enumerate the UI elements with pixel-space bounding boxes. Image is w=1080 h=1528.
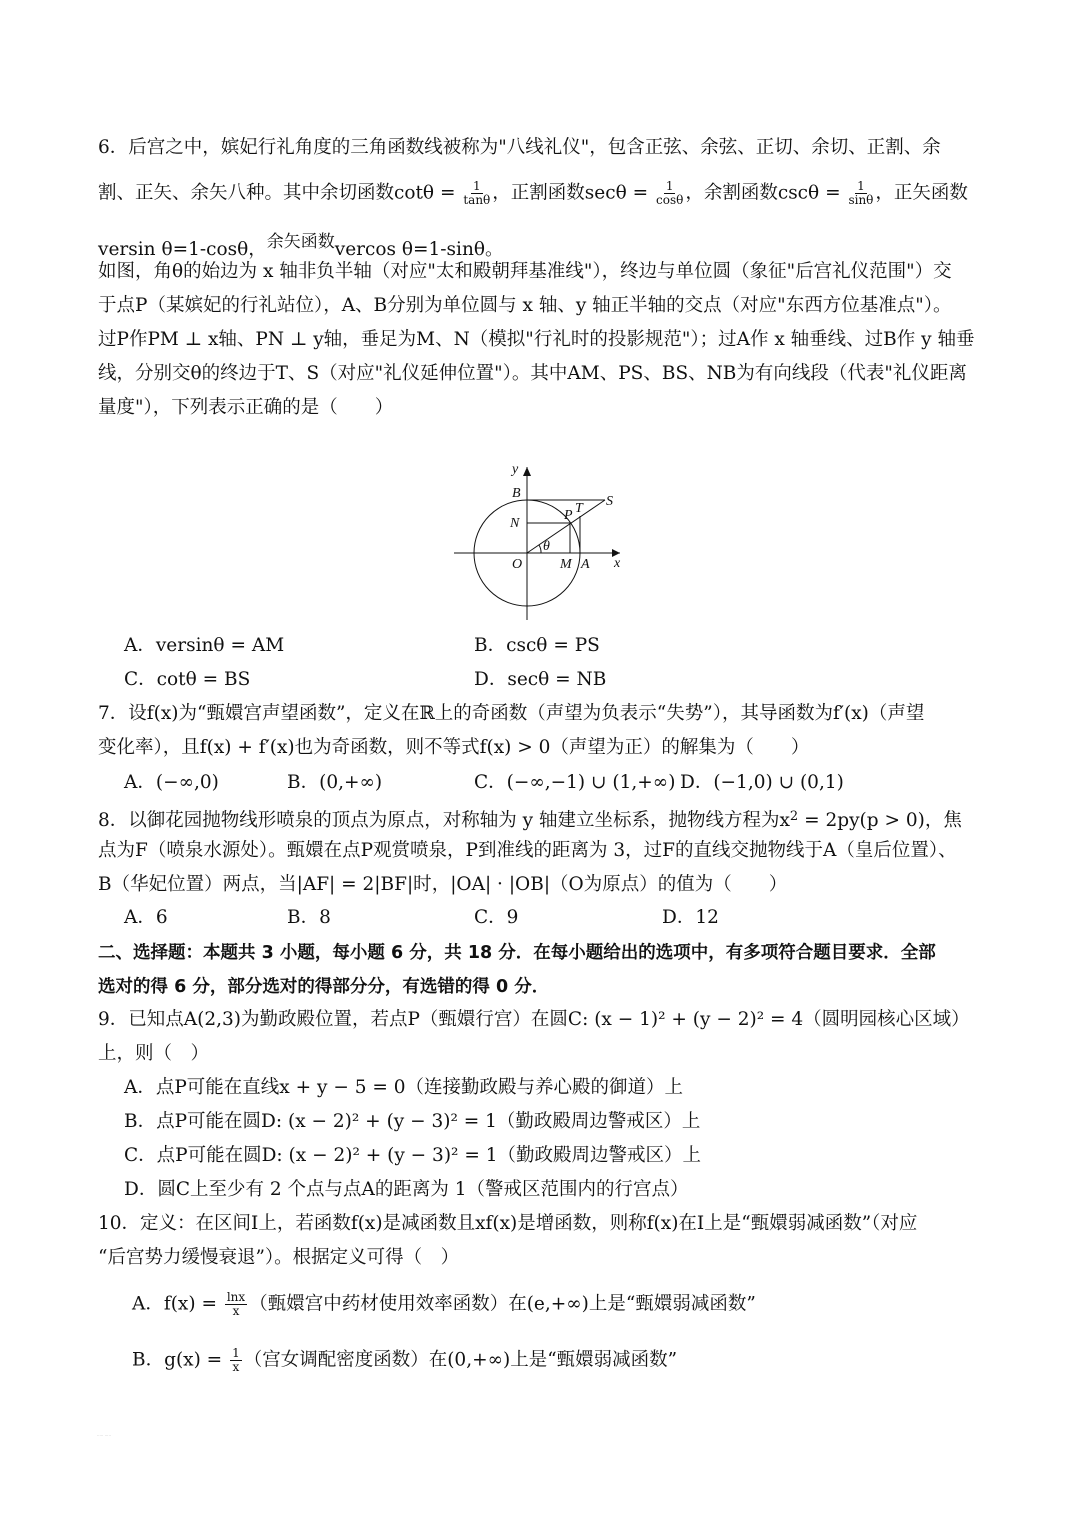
q9-line: 上，则（ ） xyxy=(98,1043,210,1064)
numerator: 1 xyxy=(857,179,865,193)
text: B．g(x) = xyxy=(132,1349,229,1371)
section-line: 二、选择题：本题共 3 小题，每小题 6 分，共 18 分．在每小题给出的选项中，有多项符合题目要求．全部 xyxy=(98,943,936,963)
fraction xyxy=(463,180,490,207)
label-y: y xyxy=(512,462,519,477)
text: ，正矢函数 xyxy=(875,182,968,204)
option-c: C．点P可能在圆D: (x − 2)² + (y − 3)² = 1（勤政殿周边警戒区）上 xyxy=(124,1145,701,1166)
option-b: B．cscθ = PS xyxy=(474,635,600,656)
text: vercos θ=1-sinθ。 xyxy=(334,239,504,260)
q6-line xyxy=(98,180,968,207)
q8-line: B（华妃位置）两点，当|AF| = 2|BF|时，|OA| · |OB|（O为原点）的值为（ ） xyxy=(98,874,788,895)
denominator: sinθ xyxy=(848,193,874,207)
q7-line: 7．设f(x)为“甄嬛宫声望函数”，定义在ℝ上的奇函数（声望为负表示“失势”），其导函数为f′(x)（声望 xyxy=(98,703,925,724)
angle-arc xyxy=(539,545,541,553)
option-d: D．12 xyxy=(662,907,719,928)
denominator: cosθ xyxy=(656,193,684,207)
q7-line: 变化率），且f(x) + f′(x)也为奇函数，则不等式f(x) > 0（声望为正）的解集为（ ） xyxy=(98,737,810,758)
text: （宫女调配密度函数）在(0,+∞)上是“甄嬛弱减函数” xyxy=(243,1349,678,1371)
text: versin θ=1-cosθ， xyxy=(98,239,267,260)
section-line: 选对的得 6 分，部分选对的得部分分，有选错的得 0 分． xyxy=(98,977,550,997)
fraction xyxy=(848,180,873,207)
superscript: 2 xyxy=(789,809,799,824)
option-c: C．9 xyxy=(474,907,519,928)
option-b: B．点P可能在圆D: (x − 2)² + (y − 3)² = 1（勤政殿周边警戒区）上 xyxy=(124,1111,701,1132)
q6-line: 如图，角θ的始边为 x 轴非负半轴（对应"太和殿朝拜基准线"），终边与单位圆（象征"后宫礼仪范围"）交 xyxy=(98,261,952,282)
option-a: A．(−∞,0) xyxy=(124,772,219,793)
text: = 2py(p > 0)，焦 xyxy=(798,810,962,831)
y-arrow-icon xyxy=(523,467,531,476)
fraction xyxy=(225,1291,247,1318)
numerator: 1 xyxy=(472,179,481,193)
numerator: 1 xyxy=(232,1346,240,1360)
numerator: lnx xyxy=(226,1290,246,1304)
fraction xyxy=(230,1347,242,1374)
fraction xyxy=(656,180,683,207)
q6-line xyxy=(98,230,504,262)
option-d: D．(−1,0) ∪ (0,1) xyxy=(680,772,844,793)
q9-line: 9．已知点A(2,3)为勤政殿位置，若点P（甄嬛行宫）在圆C: (x − 1)² + (y − 2)² = 4（圆明园核心区域） xyxy=(98,1009,970,1030)
label-M: M xyxy=(560,557,572,572)
q6-line: 6．后宫之中，嫔妃行礼角度的三角函数线被称为"八线礼仪"，包含正弦、余弦、正切、余切、正割、余 xyxy=(98,137,941,158)
text: 8．以御花园抛物线形喷泉的顶点为原点，对称轴为 y 轴建立坐标系，抛物线方程为x xyxy=(98,810,790,831)
q10-line: “后宫势力缓慢衰退”）。根据定义可得（ ） xyxy=(98,1247,460,1268)
label-x: x xyxy=(614,556,621,571)
text: 割、正矢、余矢八种。其中余切函数cotθ = xyxy=(98,182,462,204)
label-A: A xyxy=(581,557,590,572)
option-a: A．versinθ = AM xyxy=(124,635,285,656)
q6-line: 于点P（某嫔妃的行礼站位），A、B分别为单位圆与 x 轴、y 轴正半轴的交点（对应"东西方位基准点"）。 xyxy=(98,295,952,316)
label-N: N xyxy=(510,516,520,531)
option-b: B．(0,+∞) xyxy=(287,772,383,793)
q6-line: 量度"），下列表示正确的是（ ） xyxy=(98,397,394,418)
label-theta: θ xyxy=(543,539,550,554)
text: ，正割函数secθ = xyxy=(492,182,654,204)
label-O: O xyxy=(512,557,523,572)
numerator: 1 xyxy=(665,179,674,193)
text: （甄嬛宫中药材使用效率函数）在(e,+∞)上是“甄嬛弱减函数” xyxy=(249,1293,756,1315)
option-a: A．点P可能在直线x + y − 5 = 0（连接勤政殿与养心殿的御道）上 xyxy=(124,1077,684,1098)
text: 余矢函数 xyxy=(266,232,335,252)
option-c: C．(−∞,−1) ∪ (1,+∞) xyxy=(474,772,676,793)
unit-circle-figure xyxy=(440,455,640,635)
q6-line: 过P作PM ⊥ x轴、PN ⊥ y轴，垂足为M、N（模拟"行礼时的投影规范"）；过A作 x 轴垂线、过B作 y 轴垂 xyxy=(98,329,975,350)
footer-mark: ····· ····· xyxy=(97,1433,111,1438)
option-a: A．6 xyxy=(124,907,168,928)
text: A．f(x) = xyxy=(132,1293,223,1315)
label-B: B xyxy=(512,486,521,501)
option-b: B．8 xyxy=(287,907,331,928)
label-P: P xyxy=(564,508,573,523)
denominator: tanθ xyxy=(463,193,491,207)
option-c: C．cotθ = BS xyxy=(124,669,251,690)
option-d: D．圆C上至少有 2 个点与点A的距离为 1（警戒区范围内的行宫点） xyxy=(124,1179,689,1200)
denominator: x xyxy=(232,1360,240,1374)
option-a xyxy=(132,1291,756,1318)
q8-line: 点为F（喷泉水源处）。甄嬛在点P观赏喷泉，P到准线的距离为 3，过F的直线交抛物线于A（皇后位置）、 xyxy=(98,840,957,861)
label-S: S xyxy=(606,494,613,509)
q6-line: 线，分别交θ的终边于T、S（对应"礼仪延伸位置"）。其中AM、PS、BS、NB为有向线段（代表"礼仪距离 xyxy=(98,363,967,384)
label-T: T xyxy=(575,501,583,516)
denominator: x xyxy=(232,1304,240,1318)
q10-line: 10．定义：在区间I上，若函数f(x)是减函数且xf(x)是增函数，则称f(x)在I上是“甄嬛弱减函数”（对应 xyxy=(98,1213,918,1234)
option-b xyxy=(132,1347,677,1374)
q8-line xyxy=(98,805,962,833)
option-d: D．secθ = NB xyxy=(474,669,607,690)
text: ，余割函数cscθ = xyxy=(685,182,847,204)
